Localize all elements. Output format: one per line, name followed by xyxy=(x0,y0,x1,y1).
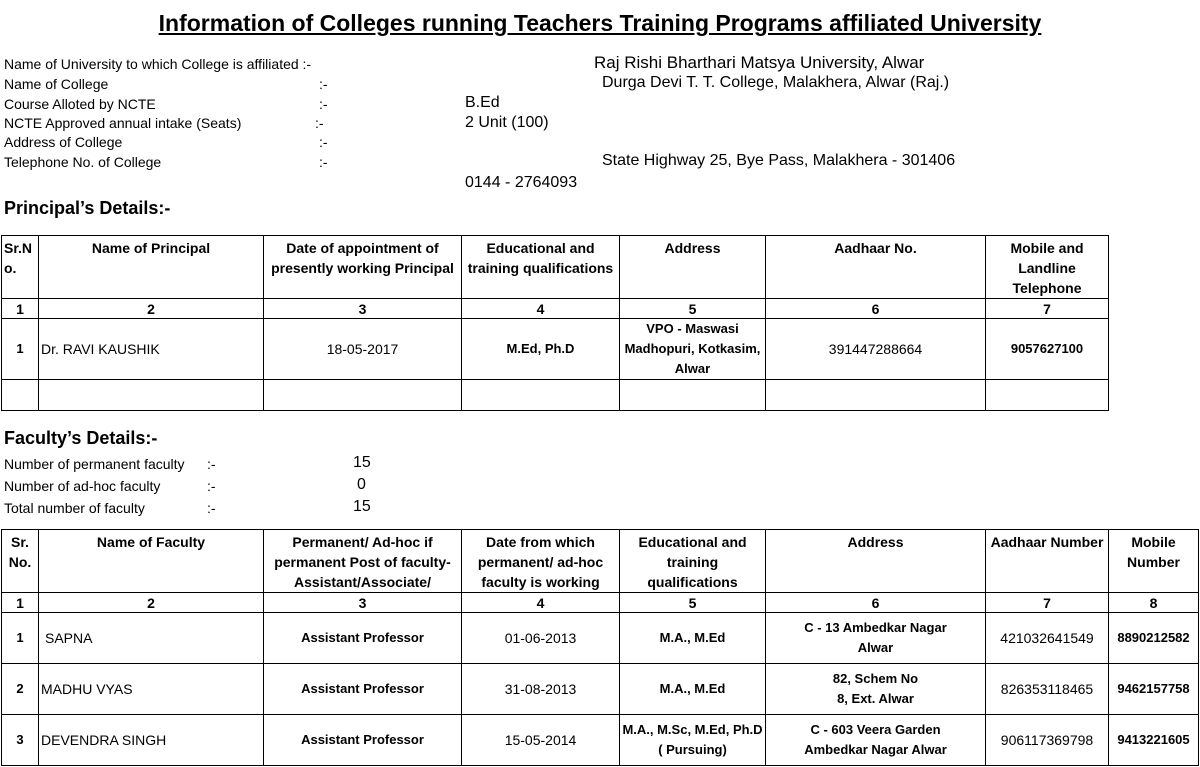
header-mobile: Mobile Number xyxy=(1109,530,1199,593)
faculty-mobile: 8890212582 xyxy=(1109,613,1199,664)
header-sr-no: Sr.N o. xyxy=(2,236,39,299)
column-number: 3 xyxy=(264,593,462,613)
empty-cell xyxy=(2,380,39,411)
column-number: 3 xyxy=(264,299,462,319)
faculty-date: 15-05-2014 xyxy=(462,715,620,766)
principal-name: Dr. RAVI KAUSHIK xyxy=(39,319,264,380)
faculty-qualification: M.A., M.Ed xyxy=(620,664,766,715)
phone-value: 0144 - 2764093 xyxy=(465,174,578,191)
page-title: Information of Colleges running Teachers Training Programs affiliated University xyxy=(158,10,1042,36)
principal-section-heading: Principal’s Details:- xyxy=(4,198,171,218)
faculty-mobile: 9413221605 xyxy=(1109,715,1199,766)
faculty-post: Assistant Professor xyxy=(264,613,462,664)
university-label: Name of University to which College is affiliated :- xyxy=(4,56,312,72)
header-name-of-principal: Name of Principal xyxy=(39,236,264,299)
faculty-post: Assistant Professor xyxy=(264,715,462,766)
header-aadhaar: Aadhaar Number xyxy=(986,530,1109,593)
principal-address: VPO - Maswasi Madhopuri, Kotkasim, Alwar xyxy=(620,319,766,380)
empty-cell xyxy=(986,380,1109,411)
faculty-aadhaar: 906117369798 xyxy=(986,715,1109,766)
column-number: 7 xyxy=(986,299,1109,319)
column-number: 2 xyxy=(39,299,264,319)
university-value: Raj Rishi Bharthari Matsya University, Alwar xyxy=(594,53,925,72)
faculty-sr: 3 xyxy=(2,715,39,766)
faculty-aadhaar: 421032641549 xyxy=(986,613,1109,664)
faculty-sr: 1 xyxy=(2,613,39,664)
faculty-date: 01-06-2013 xyxy=(462,613,620,664)
permanent-faculty-separator: :- xyxy=(207,456,216,472)
header-qualifications: Educational and training qualifications xyxy=(620,530,766,593)
column-number: 1 xyxy=(2,593,39,613)
principal-date: 18-05-2017 xyxy=(264,319,462,380)
faculty-table xyxy=(1,529,1199,766)
table-row xyxy=(2,664,1199,715)
address-value: State Highway 25, Bye Pass, Malakhera - 301406 xyxy=(602,152,956,169)
course-value: B.Ed xyxy=(465,94,500,111)
header-aadhaar: Aadhaar No. xyxy=(766,236,986,299)
phone-separator: :- xyxy=(319,154,328,170)
faculty-mobile: 9462157758 xyxy=(1109,664,1199,715)
total-faculty-separator: :- xyxy=(207,500,216,516)
faculty-post: Assistant Professor xyxy=(264,664,462,715)
header-address: Address xyxy=(620,236,766,299)
table-row xyxy=(2,715,1199,766)
table-row xyxy=(2,613,1199,664)
header-date-working: Date from which permanent/ ad-hoc faculty is working xyxy=(462,530,620,593)
header-post: Permanent/ Ad-hoc if permanent Post of faculty- Assistant/Associate/ xyxy=(264,530,462,593)
column-number: 5 xyxy=(620,593,766,613)
intake-separator: :- xyxy=(315,115,324,131)
faculty-qualification: M.A., M.Ed xyxy=(620,613,766,664)
faculty-section-heading: Faculty’s Details:- xyxy=(4,428,158,448)
college-label: Name of College xyxy=(4,76,109,92)
column-number: 5 xyxy=(620,299,766,319)
faculty-name: DEVENDRA SINGH xyxy=(39,715,264,766)
faculty-date: 31-08-2013 xyxy=(462,664,620,715)
faculty-header-row xyxy=(2,530,1199,593)
permanent-faculty-label: Number of permanent faculty xyxy=(4,456,185,472)
principal-mobile: 9057627100 xyxy=(986,319,1109,380)
header-address: Address xyxy=(766,530,986,593)
empty-row xyxy=(2,380,1109,411)
faculty-name: SAPNA xyxy=(39,613,264,664)
empty-cell xyxy=(462,380,620,411)
course-separator: :- xyxy=(319,96,328,112)
column-number: 4 xyxy=(462,299,620,319)
empty-cell xyxy=(620,380,766,411)
column-number: 4 xyxy=(462,593,620,613)
faculty-name: MADHU VYAS xyxy=(39,664,264,715)
faculty-sr: 2 xyxy=(2,664,39,715)
principal-table xyxy=(1,235,1109,411)
faculty-aadhaar: 826353118465 xyxy=(986,664,1109,715)
column-number: 7 xyxy=(986,593,1109,613)
adhoc-faculty-value: 0 xyxy=(357,476,366,493)
total-faculty-label: Total number of faculty xyxy=(4,500,145,516)
header-date-of-appointment: Date of appointment of presently working Principal xyxy=(264,236,462,299)
college-value: Durga Devi T. T. College, Malakhera, Alwar (Raj.) xyxy=(602,74,950,91)
address-separator: :- xyxy=(319,134,328,150)
column-number: 2 xyxy=(39,593,264,613)
column-number: 6 xyxy=(766,299,986,319)
faculty-qualification: M.A., M.Sc, M.Ed, Ph.D ( Pursuing) xyxy=(620,715,766,766)
permanent-faculty-value: 15 xyxy=(353,454,371,471)
college-separator: :- xyxy=(319,76,328,92)
principal-header-row xyxy=(2,236,1109,299)
intake-label: NCTE Approved annual intake (Seats) xyxy=(4,115,242,131)
total-faculty-value: 15 xyxy=(353,498,371,515)
principal-qualification: M.Ed, Ph.D xyxy=(462,319,620,380)
principal-number-row xyxy=(2,299,1109,319)
column-number: 8 xyxy=(1109,593,1199,613)
header-name-of-faculty: Name of Faculty xyxy=(39,530,264,593)
header-sr-no: Sr. No. xyxy=(2,530,39,593)
adhoc-faculty-label: Number of ad-hoc faculty xyxy=(4,478,161,494)
course-label: Course Alloted by NCTE xyxy=(4,96,156,112)
empty-cell xyxy=(264,380,462,411)
adhoc-faculty-separator: :- xyxy=(207,478,216,494)
phone-label: Telephone No. of College xyxy=(4,154,162,170)
empty-cell xyxy=(766,380,986,411)
faculty-address: C - 603 Veera Garden Ambedkar Nagar Alwar xyxy=(766,715,986,766)
table-row xyxy=(2,319,1109,380)
principal-sr: 1 xyxy=(2,319,39,380)
header-mobile: Mobile and Landline Telephone xyxy=(986,236,1109,299)
column-number: 6 xyxy=(766,593,986,613)
faculty-address: 82, Schem No 8, Ext. Alwar xyxy=(766,664,986,715)
faculty-address: C - 13 Ambedkar Nagar Alwar xyxy=(766,613,986,664)
address-label: Address of College xyxy=(4,134,123,150)
header-qualifications: Educational and training qualifications xyxy=(462,236,620,299)
principal-aadhaar: 391447288664 xyxy=(766,319,986,380)
column-number: 1 xyxy=(2,299,39,319)
faculty-number-row xyxy=(2,593,1199,613)
intake-value: 2 Unit (100) xyxy=(465,114,549,131)
empty-cell xyxy=(39,380,264,411)
